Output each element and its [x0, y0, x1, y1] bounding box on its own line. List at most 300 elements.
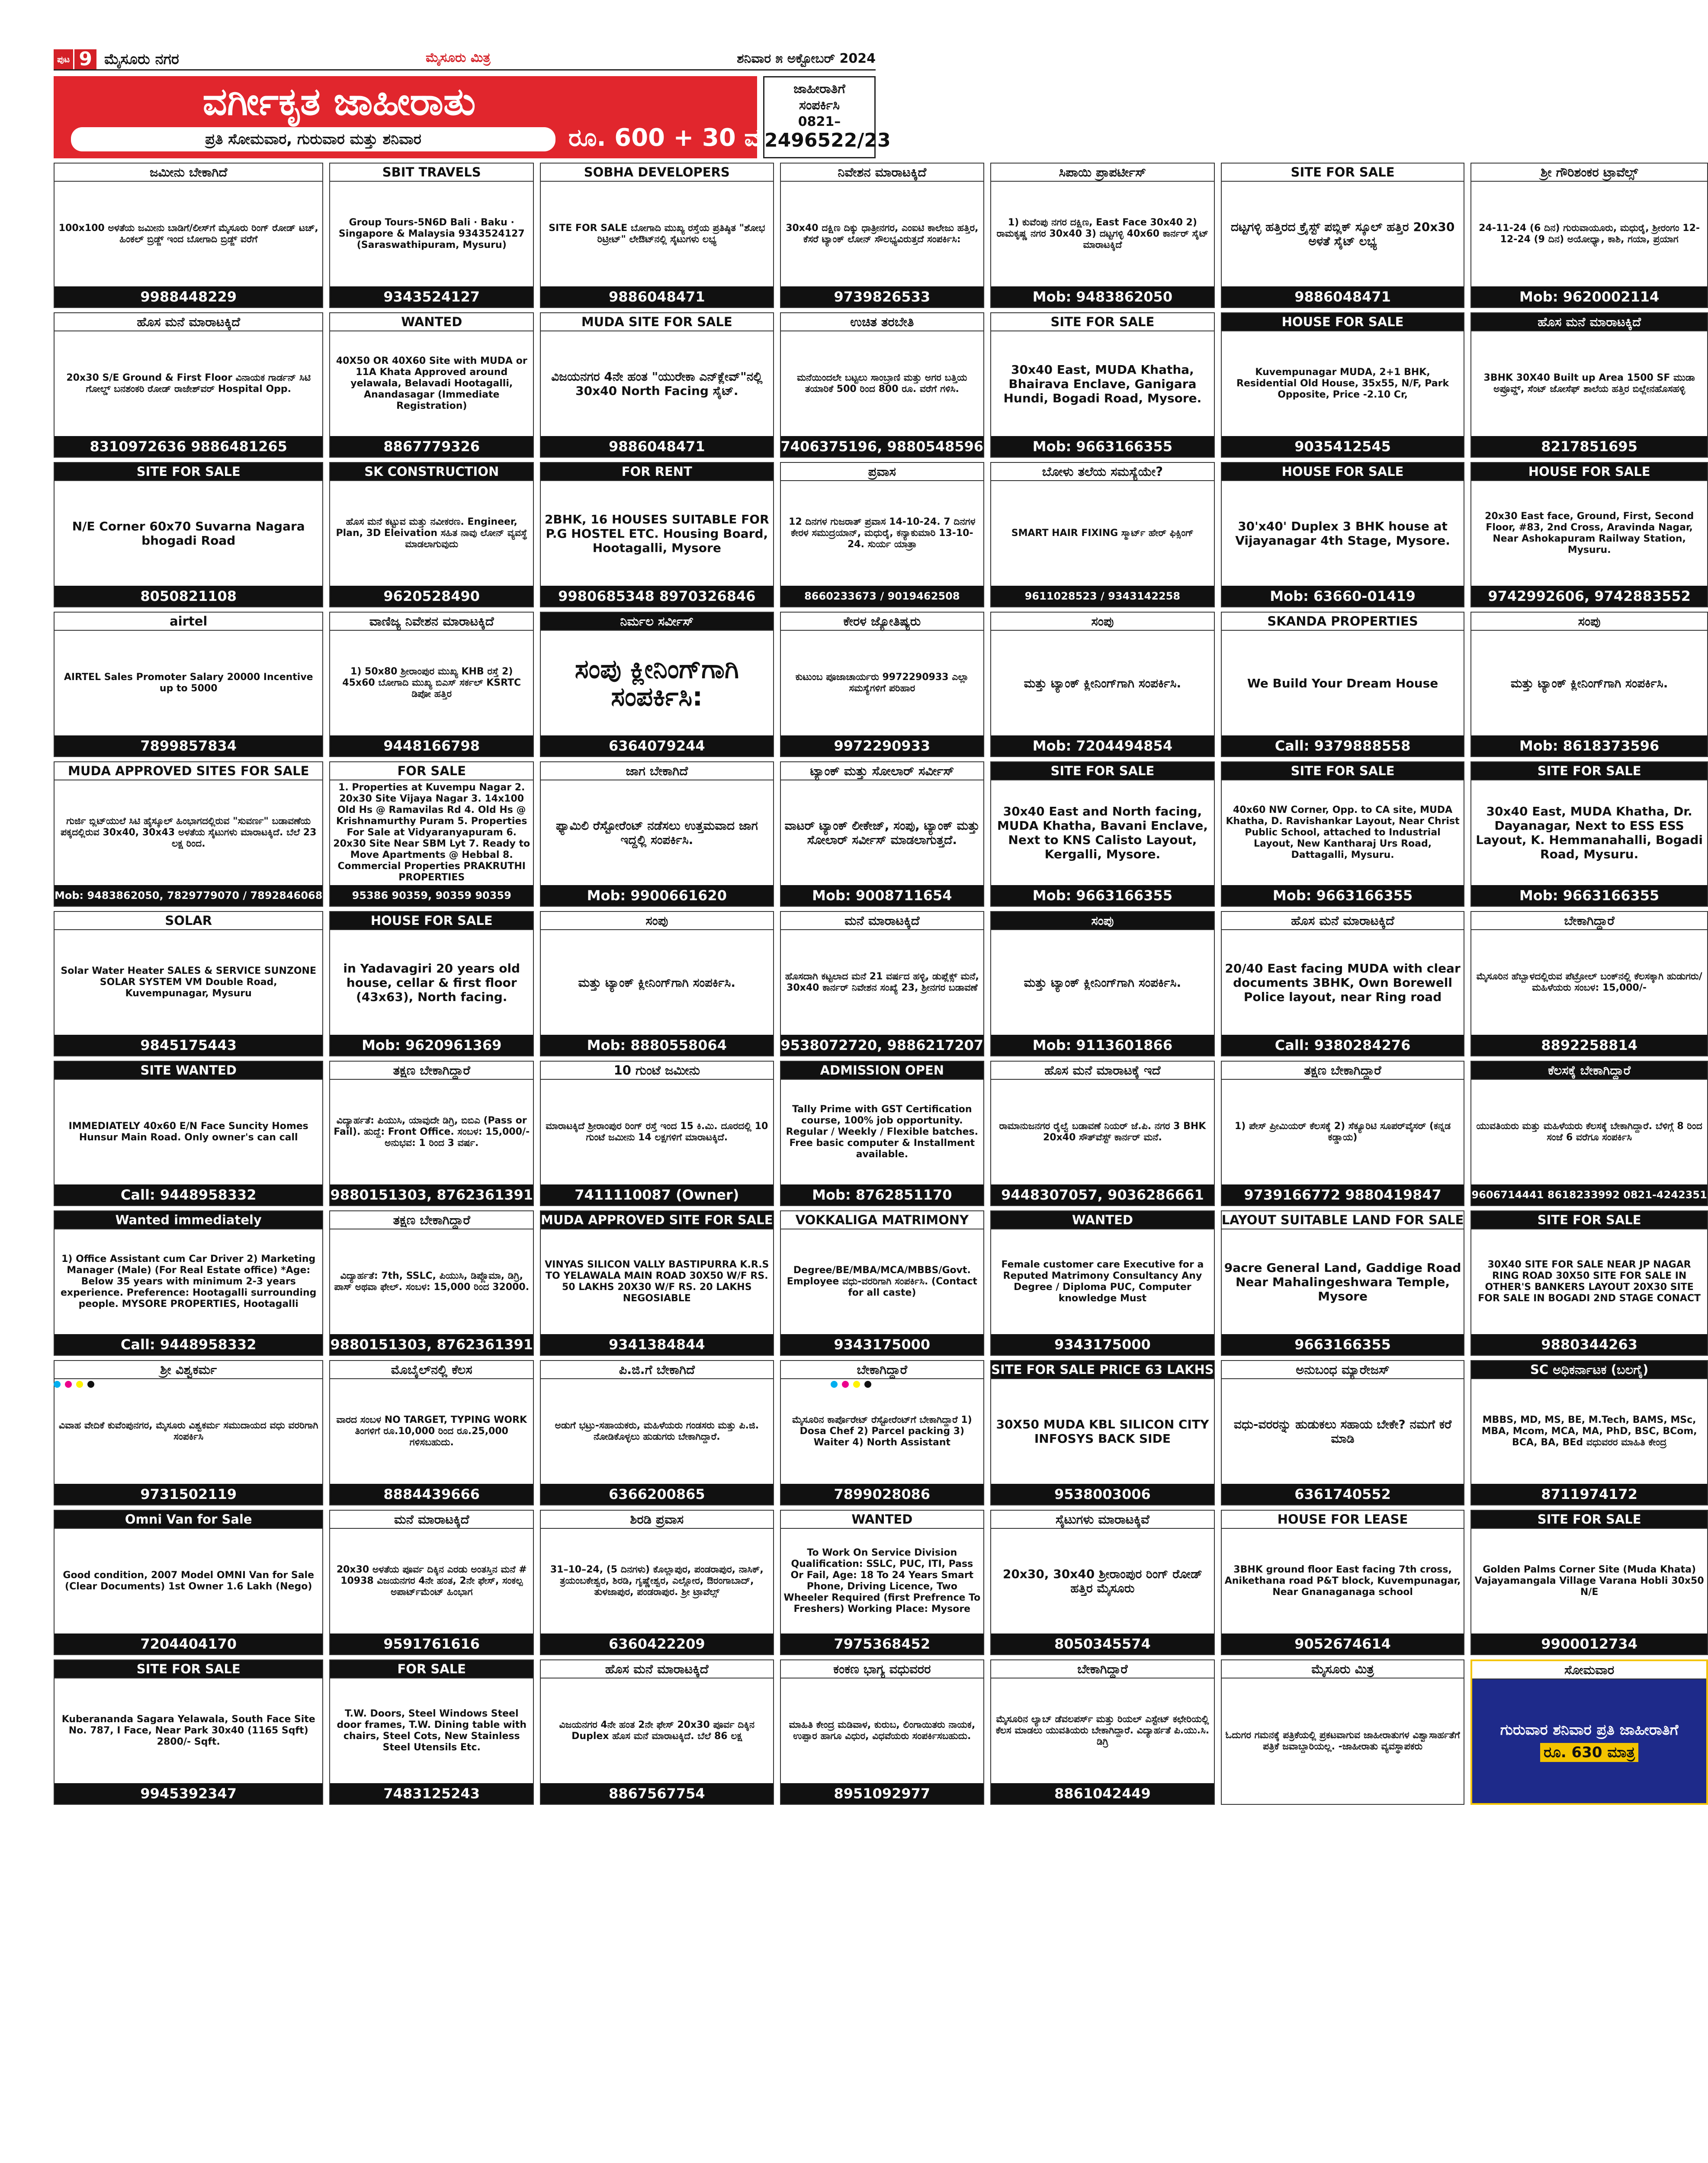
ad-phone: 8861042449: [991, 1783, 1214, 1804]
classified-ad: [1470, 1360, 1708, 1505]
ad-body: ಕುಟುಂಬ ಪೂಜಾಚಾರ್ಯರು 9972290933 ಎಲ್ಲಾ ಸಮಸ್ಯೆಗಳಿಗೆ ಪರಿಹಾರ: [795, 672, 969, 694]
classified-ad: [1221, 1510, 1465, 1655]
ad-phone: Mob: 9663166355: [1471, 885, 1707, 906]
ad-header: ಸಂಪು: [991, 912, 1214, 930]
ad-phone: 9343175000: [991, 1334, 1214, 1355]
ad-body: Golden Palms Corner Site (Muda Khata) Vajayamangala Village Varana Hobli 30x50 N/E: [1474, 1564, 1704, 1598]
ad-phone: 8711974172: [1471, 1484, 1707, 1505]
ad-header: SITE FOR SALE: [1222, 762, 1464, 780]
ad-phone: 9886048471: [541, 436, 773, 457]
classified-ad: [540, 163, 774, 308]
ad-header: HOUSE FOR SALE: [1471, 463, 1707, 481]
classified-ad: [1221, 163, 1465, 308]
ad-header: Omni Van for Sale: [55, 1511, 322, 1529]
ad-header: SOLAR: [55, 912, 322, 930]
page-number-block: [54, 49, 179, 69]
classified-ad: [540, 1360, 774, 1505]
ad-body: SITE FOR SALE ಬೋಗಾದಿ ಮುಖ್ಯ ರಸ್ತೆಯ ಪ್ರತಿಷ್ಠಿತ "ಶೋಭ ರಿಟ್ರೀಟ್" ಲೇಔಟ್‌ನಲ್ಲಿ ಸೈಟುಗಳು ಲಭ್ಯ: [549, 223, 765, 245]
classified-ad: [540, 761, 774, 907]
ad-header: ಹೊಸ ಮನೆ ಮಾರಾಟಕ್ಕಿದೆ: [541, 1660, 773, 1678]
ad-header: LAYOUT SUITABLE LAND FOR SALE: [1222, 1211, 1464, 1229]
ad-body: Solar Water Heater SALES & SERVICE SUNZONE SOLAR SYSTEM VM Double Road, Kuvempunagar, Mysuru: [61, 966, 317, 999]
ad-header: ಜಾಗ ಬೇಕಾಗಿದೆ: [541, 762, 773, 780]
ad-header: ನಿವೇಶನ ಮಾರಾಟಕ್ಕಿದೆ: [781, 164, 984, 182]
ad-header: MUDA APPROVED SITES FOR SALE: [55, 762, 322, 780]
ad-header: ಶಿರಡಿ ಪ್ರವಾಸ: [541, 1511, 773, 1529]
ad-body: 2BHK, 16 HOUSES SUITABLE FOR P.G HOSTEL ETC. Housing Board, Hootagalli, Mysore: [544, 512, 769, 555]
ad-phone: 8884439666: [330, 1484, 533, 1505]
ad-phone: 9620528490: [330, 586, 533, 607]
ad-body: 40X50 OR 40X60 Site with MUDA or 11A Khata Approved around yelawala, Belavadi Hootagalli, Anandasagar (Immediate Registration): [336, 356, 527, 411]
ad-phone: 8892258814: [1471, 1035, 1707, 1056]
ad-phone: Mob: 9620002114: [1471, 286, 1707, 307]
ad-header: ಸೋಮವಾರ: [1472, 1661, 1706, 1679]
ad-header: SITE FOR SALE: [991, 762, 1214, 780]
ad-header: ಬೇಕಾಗಿದ್ದಾರೆ: [781, 1361, 984, 1379]
classified-ad: [54, 1061, 323, 1206]
ad-header: SITE FOR SALE: [991, 313, 1214, 331]
ad-column: [990, 163, 1215, 1805]
ad-phone: Call: 9379888558: [1222, 735, 1464, 756]
ad-body: 31–10–24, (5 ದಿನಗಳು) ಕೊಲ್ಲಾಪುರ, ಪಂಡರಾಪುರ, ನಾಸಿಕ್, ತ್ರಯಂಬಕೇಶ್ವರ, ಶಿರಡಿ, ಗೃಷ್ಣೇಶ್ವರ, ಎಲ್ಲೋರ, ಔರಂಗಾಬಾದ್, ತುಳಜಾಪುರ, ಪಂಡರಾಪುರ. ಶ್ರೀ ಟ್ರಾವೆಲ್ಸ್: [550, 1564, 764, 1598]
ad-phone: Mob: 63660-01419: [1222, 586, 1464, 607]
ad-phone: 9663166355: [1222, 1334, 1464, 1355]
ad-price: ರೂ. 630 ಮಾತ್ರ: [1540, 1743, 1638, 1762]
classified-ad: [990, 612, 1215, 757]
ad-header: ಸಂಪು: [991, 613, 1214, 631]
classified-ad: [990, 1510, 1215, 1655]
ad-phone: Mob: 9008711654: [781, 885, 984, 906]
ad-body: Good condition, 2007 Model OMNI Van for Sale (Clear Documents) 1st Owner 1.6 Lakh (Nego): [63, 1570, 315, 1592]
ad-header: WANTED: [330, 313, 533, 331]
ad-phone: 9343175000: [781, 1334, 984, 1355]
ad-phone: 9880151303, 8762361391: [330, 1334, 533, 1355]
ad-body: 20/40 East facing MUDA with clear documents 3BHK, Own Borewell Police layout, near Ring road: [1225, 961, 1461, 1004]
banner-price: ರೂ. 600 + 30 ಮಾತ್ರ: [568, 124, 790, 152]
ad-phone: 9980685348 8970326846: [541, 586, 773, 607]
ad-phone: 9611028523 / 9343142258: [991, 586, 1214, 607]
ad-body: 1) Office Assistant cum Car Driver 2) Marketing Manager (Male) (For Real Estate office) *Age: Below 35 years with minimum 2-3 years experience. Preference: Hootagalli surrounding people. MYSORE PROPERTIES, Hootagalli: [60, 1254, 317, 1309]
ad-phone: 7406375196, 9880548596: [781, 436, 984, 457]
ad-phone: 9538072720, 9886217207: [781, 1035, 984, 1056]
ad-phone: Call: 9448958332: [55, 1334, 322, 1355]
classified-ad: [1470, 1510, 1708, 1655]
ad-header: SITE FOR SALE PRICE 63 LAKHS: [991, 1361, 1214, 1379]
ad-body: Tally Prime with GST Certification course, 100% job opportunity. Regular / Weekly / Flexible batches. Free basic computer & Installment available.: [786, 1104, 978, 1160]
ad-body: 20x30 S/E Ground & First Floor ವಿನಾಯಕ ಗಾರ್ಡನ್ ಸಿಟಿ ಗೋಲ್ಡ್ ಬನಶಂಕರಿ ರೋಡ್ ರಾಜೇಶ್‌ವರ್ Hospital Opp.: [66, 372, 311, 395]
contact-line2: ಸಂಪರ್ಕಿಸಿ: [799, 98, 840, 113]
ad-body: ಮಾಹಿತಿ ಕೇಂದ್ರ ಮಡಿವಾಳ, ಕುರುಬ, ಲಿಂಗಾಯಿತರು ನಾಯಕ, ಉಪ್ಪಾರ ಹಾಗೂ ವಿಧುರ, ವಿಧವೆಯರು ಸಂಪರ್ಕಿಸಬಹುದು.: [789, 1720, 976, 1742]
ad-phone: 9945392347: [55, 1783, 322, 1804]
ad-body: ವಿದ್ಯಾರ್ಹತೆ: 7th, SSLC, ಪಿಯುಸಿ, ಡಿಪ್ಲೊಮಾ, ಡಿಗ್ರಿ, ಪಾಸ್ ಅಥವಾ ಫೇಲ್. ಸಂಬಳ: 15,000 ರಿಂದ 32000.: [334, 1271, 530, 1293]
ad-header: ತಕ್ಷಣ ಬೇಕಾಗಿದ್ದಾರೆ: [330, 1062, 533, 1080]
ad-body: 30X40 SITE FOR SALE NEAR JP NAGAR RING ROAD 30X50 SITE FOR SALE IN OTHER'S BANKERS LAYOUT 20X30 SITE FOR SALE IN BOGADI 2ND STAGE CONACT: [1478, 1259, 1701, 1304]
classified-ad: [329, 911, 534, 1056]
classified-ad: [1470, 911, 1708, 1056]
ad-phone: 9343524127: [330, 286, 533, 307]
ad-body: ವಿಜಯನಗರ 4ನೇ ಹಂತ 2ನೇ ಫೇಸ್ 20x30 ಪೂರ್ವ ದಿಕ್ಕಿನ Duplex ಹೊಸ ಮನೆ ಮಾರಾಟಕ್ಕಿದೆ. ಬೆಲೆ 86 ಲಕ್ಷ: [559, 1720, 755, 1742]
classified-ad: [1221, 1659, 1465, 1805]
masthead-logo: ಮೈಸೂರು ಮಿತ್ರ: [426, 50, 491, 65]
ad-header: ಪ್ರವಾಸ: [781, 463, 984, 481]
ad-phone: 7204404170: [55, 1633, 322, 1654]
classified-ad: [329, 1061, 534, 1206]
ad-body: 30'x40' Duplex 3 BHK house at Vijayanagar 4th Stage, Mysore.: [1235, 519, 1450, 548]
ad-phone: 9538003006: [991, 1484, 1214, 1505]
ad-header: HOUSE FOR SALE: [330, 912, 533, 930]
ad-header: ತಕ್ಷಣ ಬೇಕಾಗಿದ್ದಾರೆ: [330, 1211, 533, 1229]
ad-body: ವಧು-ವರರನ್ನು ಹುಡುಕಲು ಸಹಾಯ ಬೇಕೇ? ನಮಗೆ ಕರೆ ಮಾಡಿ: [1233, 1417, 1452, 1446]
classified-ad: [1470, 163, 1708, 308]
ad-body: 30x40 East and North facing, MUDA Khatha, Bavani Enclave, Next to KNS Calisto Layout, Kergalli, Mysore.: [997, 804, 1208, 861]
ad-phone: 9739826533: [781, 286, 984, 307]
classifieds-grid: [54, 163, 1707, 1802]
ad-phone: Mob: 9483862050: [991, 286, 1214, 307]
classified-ad: [780, 1210, 985, 1356]
ad-header: Wanted immediately: [55, 1211, 322, 1229]
ad-phone: 7899028086: [781, 1484, 984, 1505]
contact-number: 2496522/23: [764, 129, 891, 151]
ad-header: ಹೊಸ ಮನೆ ಮಾರಾಟಕ್ಕಿದೆ: [1471, 313, 1707, 331]
ad-phone: 9742992606, 9742883552: [1471, 586, 1707, 607]
ad-header: SC ಅಧಿಕರ್ನಾಟಕ (ಬಲಗೈ): [1471, 1361, 1707, 1379]
classified-ad: [780, 911, 985, 1056]
classified-ad: [990, 761, 1215, 907]
classified-ad: [1470, 612, 1708, 757]
classified-ad: [1221, 1210, 1465, 1356]
ad-body: ಓದುಗರ ಗಮನಕ್ಕೆ ಪತ್ರಿಕೆಯಲ್ಲಿ ಪ್ರಕಟವಾಗುವ ಜಾಹೀರಾತುಗಳ ವಿಶ್ವಾಸಾರ್ಹತೆಗೆ ಪತ್ರಿಕೆ ಜವಾಬ್ದಾರಿಯಲ್ಲ. -ಜಾಹೀರಾತು ವ್ಯವಸ್ಥಾಪಕರು: [1225, 1730, 1460, 1752]
classified-ad: [540, 312, 774, 458]
classified-ad: [329, 1210, 534, 1356]
ad-column: [540, 163, 774, 1805]
ad-phone: 8660233673 / 9019462508: [781, 586, 984, 607]
ad-body: N/E Corner 60x70 Suvarna Nagara bhogadi Road: [72, 519, 305, 548]
classified-ad: [54, 1659, 323, 1805]
ad-header: SK CONSTRUCTION: [330, 463, 533, 481]
ad-header: ಸಂಪು: [541, 912, 773, 930]
ad-phone: 9035412545: [1222, 436, 1464, 457]
classified-ad: [1470, 1061, 1708, 1206]
classified-ad: [780, 1360, 985, 1505]
ad-phone: 8310972636 9886481265: [55, 436, 322, 457]
ad-phone: 8217851695: [1471, 436, 1707, 457]
ad-header: ನಿರ್ಮಲ ಸರ್ವೀಸ್: [541, 613, 773, 631]
ad-body: We Build Your Dream House: [1247, 676, 1438, 690]
classified-ad: [54, 312, 323, 458]
ad-header: ಬೇಕಾಗಿದ್ದಾರೆ: [991, 1660, 1214, 1678]
classified-ad: [540, 462, 774, 607]
ad-body: 12 ದಿನಗಳ ಗುಜರಾತ್ ಪ್ರವಾಸ 14-10-24. 7 ದಿನಗಳ ಕೇರಳ ಸಮುದ್ರಯಾನ್, ಮಧುರೈ, ಕನ್ಯಾಕುಮಾರಿ 13-10-24. ಸುರ್ಯ ಯಾತ್ರಾ: [789, 517, 976, 550]
classified-ad: [780, 163, 985, 308]
ad-phone: Call: 9448958332: [55, 1184, 322, 1205]
classified-ad: [54, 163, 323, 308]
classified-ad: [329, 761, 534, 907]
contact-box: [763, 76, 891, 158]
ad-phone: Mob: 9900661620: [541, 885, 773, 906]
ad-body: AIRTEL Sales Promoter Salary 20000 Incentive up to 5000: [64, 672, 313, 694]
ad-phone: 8050821108: [55, 586, 322, 607]
ad-body: 20x30 ಅಳತೆಯ ಪೂರ್ವ ದಿಕ್ಕಿನ ಎರಡು ಅಂತಸ್ತಿನ ಮನೆ # 10938 ವಿಜಯನಗರ 4ನೇ ಹಂತ, 2ನೇ ಫೇಸ್, ಸಂಕಲ್ಪ ಅಪಾರ್ಟ್‌ಮೆಂಟ್ ಹಿಂಭಾಗ: [336, 1564, 527, 1598]
classified-ad: [540, 1510, 774, 1655]
classified-ad: [329, 1510, 534, 1655]
ad-body: ಹೊಸ ಮನೆ ಕಟ್ಟುವ ಮತ್ತು ನವೀಕರಣ. Engineer, Plan, 3D Eleivation ಸಹಿತ ನಾವು ಲೋನ್ ವ್ಯವಸ್ಥೆ ಮಾಡಲಾಗುವುದು: [336, 517, 527, 550]
contact-code: 0821–: [798, 114, 841, 129]
classified-ad: [780, 1510, 985, 1655]
ad-header: MUDA APPROVED SITE FOR SALE: [541, 1211, 773, 1229]
ad-header: FOR RENT: [541, 463, 773, 481]
ad-body: 3BHK 30X40 Built up Area 1500 SF ಮುಡಾ ಅಪ್ರೂವ್ಡ್, ಸೆಂಟ್ ಜೋಸೆಫ್ ಶಾಲೆಯ ಹತ್ತಿರ ಬಿಲ್ಲೇನಹೊಸಹಳ್ಳಿ: [1483, 372, 1695, 395]
ad-header: HOUSE FOR SALE: [1222, 463, 1464, 481]
classified-ad: [990, 1210, 1215, 1356]
classified-ad: [990, 1659, 1215, 1805]
ad-header: ಮೈಸೂರು ಮಿತ್ರ: [1222, 1660, 1464, 1678]
ad-phone: 9448307057, 9036286661: [991, 1184, 1214, 1205]
ad-body: 40x60 NW Corner, Opp. to CA site, MUDA Khatha, D. Ravishankar Layout, Near Christ Public School, attached to Industrial Layout, New Kantharaj Urs Road, Dattagalli, Mysuru.: [1226, 805, 1460, 860]
classified-ad: [990, 1360, 1215, 1505]
classified-ad: [780, 312, 985, 458]
ad-header: SITE FOR SALE: [55, 463, 322, 481]
ad-header: ಬೋಳು ತಲೆಯ ಸಮಸ್ಯೆಯೇ?: [991, 463, 1214, 481]
ad-header: ಮೊಬೈಲ್‌ನಲ್ಲಿ ಕೆಲಸ: [330, 1361, 533, 1379]
registration-dots-left: [54, 1381, 94, 1390]
ad-header: MUDA SITE FOR SALE: [541, 313, 773, 331]
ad-header: ಬೇಕಾಗಿದ್ದಾರೆ: [1471, 912, 1707, 930]
classified-ad: [780, 761, 985, 907]
ad-body: 9acre General Land, Gaddige Road Near Mahalingeshwara Temple, Mysore: [1224, 1260, 1461, 1303]
ad-phone: 9845175443: [55, 1035, 322, 1056]
ad-body: ಹೊಸದಾಗಿ ಕಟ್ಟಲಾದ ಮನೆ 21 ವರ್ಷದ ಹಳ್ಳಿ, ಡುಪ್ಲೆಕ್ಸ್ ಮನೆ, 30x40 ಕಾರ್ನರ್ ನಿವೇಶನ ಸಂಖ್ಯೆ 23, ಶ್ರೀನಗರ ಬಡಾವಣೆ: [785, 971, 979, 993]
ad-header: ತಕ್ಷಣ ಬೇಕಾಗಿದ್ದಾರೆ: [1222, 1062, 1464, 1080]
ad-phone: Mob: 9483862050, 7829779070 / 7892846068: [55, 885, 322, 906]
classified-ad: [1221, 312, 1465, 458]
ad-body: IMMEDIATELY 40x60 E/N Face Suncity Homes Hunsur Main Road. Only owner's can call: [68, 1121, 308, 1143]
classified-ad: [1470, 462, 1708, 607]
ad-column: [780, 163, 985, 1805]
ad-phone: 9988448229: [55, 286, 322, 307]
classified-ad: [1470, 1210, 1708, 1356]
ad-body: ಮತ್ತು ಟ್ಯಾಂಕ್ ಕ್ಲೀನಿಂಗ್‌ಗಾಗಿ ಸಂಪರ್ಕಿಸಿ.: [1510, 676, 1668, 690]
ad-body: ಗುರ್ಜಿ ಬ್ಲಿಟ್‌ಯುಲೆ ಸಿಟಿ ಹೈಸ್ಕೂಲ್ ಹಿಂಭಾಗದಲ್ಲಿರುವ "ಸುವರ್ಣ" ಬಡಾವಣೆಯ ಪಕ್ಕದಲ್ಲಿರುವ 30x40, 30x43 ಅಳತೆಯ ಸೈಟುಗಳು ಮಾರಾಟಕ್ಕಿದೆ. ಬೆಲೆ 23 ಲಕ್ಷ ರಿಂದ.: [61, 816, 317, 849]
ad-phone: 6364079244: [541, 735, 773, 756]
ad-column: [1470, 163, 1708, 1805]
ad-phone: 7483125243: [330, 1783, 533, 1804]
ad-body: 20x30 East face, Ground, First, Second Floor, #83, 2nd Cross, Aravinda Nagar, Near Ashokapuram Railway Station, Mysuru.: [1485, 511, 1694, 555]
ad-column: [329, 163, 534, 1805]
classified-ad: [540, 612, 774, 757]
ad-body: ರಾಮಾನುಜನಗರ ರೈಲ್ವೆ ಬಡಾವಣೆ ನಿಯರ್ ಜೆ.ಪಿ. ನಗರ 3 BHK 20x40 ಸೌತ್‌ವೆಸ್ಟ್ ಕಾರ್ನರ್ ಮನೆ.: [999, 1121, 1206, 1143]
ad-phone: Mob: 9663166355: [991, 436, 1214, 457]
banner-subtitle: ಪ್ರತಿ ಸೋಮವಾರ, ಗುರುವಾರ ಮತ್ತು ಶನಿವಾರ: [71, 127, 555, 151]
classified-ad: [780, 462, 985, 607]
ad-header: ಶ್ರೀ ವಿಶ್ವಕರ್ಮ: [55, 1361, 322, 1379]
banner-title: ವರ್ಗೀಕೃತ ಜಾಹೀರಾತು: [202, 79, 476, 124]
classified-ad: [1470, 1659, 1708, 1805]
ad-header: ADMISSION OPEN: [781, 1062, 984, 1080]
ad-column: [1221, 163, 1465, 1805]
classified-ad: [54, 1210, 323, 1356]
ad-phone: Mob: 8762851170: [781, 1184, 984, 1205]
classified-ad: [990, 163, 1215, 308]
ad-header: SITE FOR SALE: [1222, 164, 1464, 182]
classified-ad: [1470, 761, 1708, 907]
ad-phone: 9606714441 8618233992 0821-4242351: [1471, 1184, 1707, 1205]
ad-body: ಫ್ಯಾಮಿಲಿ ರೆಸ್ಟೋರೆಂಟ್ ನಡೆಸಲು ಉತ್ತಮವಾದ ಜಾಗ ಇದ್ದಲ್ಲಿ ಸಂಪರ್ಕಿಸಿ.: [555, 818, 758, 847]
ad-body: ಮತ್ತು ಟ್ಯಾಂಕ್ ಕ್ಲೀನಿಂಗ್‌ಗಾಗಿ ಸಂಪರ್ಕಿಸಿ.: [1024, 676, 1181, 690]
ad-phone: 9448166798: [330, 735, 533, 756]
ad-phone: 6361740552: [1222, 1484, 1464, 1505]
ad-header: SOBHA DEVELOPERS: [541, 164, 773, 182]
ad-header: SBIT TRAVELS: [330, 164, 533, 182]
ad-phone: 7411110087 (Owner): [541, 1184, 773, 1205]
ad-phone: Mob: 8880558064: [541, 1035, 773, 1056]
ad-header: SITE FOR SALE: [55, 1660, 322, 1678]
ad-body: 1) ಪೇಸ್ ಪ್ರೀಮಿಯರ್ ಕೆಲಸಕ್ಕೆ 2) ಸೆಕ್ಯೂರಿಟಿ ಸೂಪರ್‌ವೈಸರ್ (ಕನ್ನಡ ಕಡ್ಡಾಯ): [1235, 1121, 1451, 1143]
ad-body: ವಿವಾಹ ವೇದಿಕೆ ಕುವೆಂಪುನಗರ, ಮೈಸೂರು ವಿಶ್ವಕರ್ಮ ಸಮುದಾಯದ ವಧು ವರರಿಗಾಗಿ ಸಂಪರ್ಕಿಸಿ: [58, 1420, 318, 1442]
ad-phone: 9886048471: [1222, 286, 1464, 307]
classified-ad: [1221, 462, 1465, 607]
classified-ad: [540, 1061, 774, 1206]
classified-ad: [54, 761, 323, 907]
ad-phone: Mob: 9663166355: [1222, 885, 1464, 906]
ad-body: ಮತ್ತು ಟ್ಯಾಂಕ್ ಕ್ಲೀನಿಂಗ್‌ಗಾಗಿ ಸಂಪರ್ಕಿಸಿ.: [1024, 975, 1181, 990]
classified-ad: [780, 1659, 985, 1805]
ad-phone: 8867567754: [541, 1783, 773, 1804]
classified-ad: [54, 462, 323, 607]
ad-header: SITE FOR SALE: [1471, 1511, 1707, 1529]
classified-ad: [1221, 612, 1465, 757]
ad-phone: Mob: 9620961369: [330, 1035, 533, 1056]
ad-header: WANTED: [991, 1211, 1214, 1229]
ad-header: ವಾಣಿಜ್ಯ ನಿವೇಶನ ಮಾರಾಟಕ್ಕಿದೆ: [330, 613, 533, 631]
contact-line1: ಜಾಹೀರಾತಿಗೆ: [793, 81, 845, 96]
classified-ad: [54, 1510, 323, 1655]
classified-ad: [329, 163, 534, 308]
ad-phone: 9972290933: [781, 735, 984, 756]
ad-column: [54, 163, 323, 1805]
ad-header: ಶ್ರೀ ಗೌರಿಶಂಕರ ಟ್ರಾವೆಲ್ಸ್: [1471, 164, 1707, 182]
ad-header: HOUSE FOR LEASE: [1222, 1511, 1464, 1529]
ad-phone: 7899857834: [55, 735, 322, 756]
ad-body: 1. Properties at Kuvempu Nagar 2. 20x30 Site Vijaya Nagar 3. 14x100 Old Hs @ Ramavilas Rd 4. Old Hs @ Krishnamurthy Puram 5. Properties For Sale at Vidyaranyapuram 6. 20x30 Site Near SBM Lyt 7. Ready to Move Apartments @ Hebbal 8. Commercial Properties PRAKRUTHI PROPERTIES: [333, 782, 530, 883]
classified-ad: [990, 312, 1215, 458]
ad-body: 1) ಕುವೆಂಪು ನಗರ ದಕ್ಷಿಣ, East Face 30x40 2) ರಾಮಕೃಷ್ಣ ನಗರ 30x40 3) ದಟ್ಟಗಳ್ಳಿ 40x60 ಕಾರ್ನರ್ ಸೈಟ್ ಮಾರಾಟಕ್ಕಿದೆ: [996, 217, 1209, 250]
ad-body: Kuvempunagar MUDA, 2+1 BHK, Residential Old House, 35x55, N/F, Park Opposite, Price -2.10 Cr,: [1236, 367, 1449, 400]
classified-ad: [329, 1360, 534, 1505]
classified-ad: [329, 462, 534, 607]
ad-body: 3BHK ground floor East facing 7th cross, Anikethana road P&T block, Kuvempunagar, Near Gnanaganaga school: [1224, 1564, 1461, 1598]
ad-phone: 8867779326: [330, 436, 533, 457]
ad-body: ವಾರದ ಸಂಬಳ NO TARGET, TYPING WORK ತಿಂಗಳಿಗೆ ರೂ.10,000 ರಿಂದ ರೂ.25,000 ಗಳಿಸಬಹುದು.: [336, 1415, 527, 1448]
ad-phone: Mob: 7204494854: [991, 735, 1214, 756]
ad-header: FOR SALE: [330, 1660, 533, 1678]
ad-body: ಸಂಪು ಕ್ಲೀನಿಂಗ್‌ಗಾಗಿ ಸಂಪರ್ಕಿಸಿ:: [575, 654, 739, 712]
ad-body: ವಿಜಯನಗರ 4ನೇ ಹಂತ "ಯುರೇಕಾ ಎನ್‌ಕ್ಲೇವ್"ನಲ್ಲಿ 30x40 North Facing ಸೈಟ್.: [551, 369, 763, 398]
classified-ad: [540, 1659, 774, 1805]
ad-body: Kuberananda Sagara Yelawala, South Face Site No. 787, I Face, Near Park 30x40 (1165 Sqft) 2800/- Sqft.: [61, 1714, 315, 1747]
classifieds-banner: [54, 76, 790, 158]
ad-header: WANTED: [781, 1511, 984, 1529]
ad-phone: Call: 9380284276: [1222, 1035, 1464, 1056]
classified-ad: [329, 1659, 534, 1805]
ad-phone: 9052674614: [1222, 1633, 1464, 1654]
ad-body: ಮನೆಯಿಂದಲೇ ಬಟ್ಟಲು ಸಾಂಬ್ರಾಣಿ ಮತ್ತು ಅಗರ ಬತ್ತಿಯ ತಯಾರಿಕೆ 500 ರಿಂದ 800 ರೂ. ವರೆಗೆ ಗಳಿಸಿ.: [797, 372, 967, 395]
classified-ad: [1470, 312, 1708, 458]
ad-body: VINYAS SILICON VALLY BASTIPURRA K.R.S TO YELAWALA MAIN ROAD 30X50 W/F RS. 50 LAKHS 20X30 W/F RS. 20 LAKHS NEGOSIABLE: [545, 1259, 769, 1304]
classified-ad: [990, 911, 1215, 1056]
page-label: ಪುಟ: [54, 49, 73, 69]
ad-body: SMART HAIR FIXING ಸ್ಮಾರ್ಟ್ ಹೇರ್ ಫಿಕ್ಸಿಂಗ್: [1011, 528, 1194, 539]
registration-dots-right: [831, 1381, 871, 1390]
ad-body: 30X50 MUDA KBL SILICON CITY INFOSYS BACK SIDE: [996, 1417, 1209, 1446]
ad-header: SITE FOR SALE: [1471, 1211, 1707, 1229]
classified-ad: [54, 612, 323, 757]
ad-body: Group Tours-5N6D Bali · Baku · Singapore & Malaysia 9343524127 (Saraswathipuram, Mysuru): [338, 217, 525, 250]
ad-header: airtel: [55, 613, 322, 631]
classified-ad: [1221, 761, 1465, 907]
ad-header: HOUSE FOR SALE: [1222, 313, 1464, 331]
ad-phone: 9880151303, 8762361391: [330, 1184, 533, 1205]
ad-body: ಯುವತಿಯರು ಮತ್ತು ಮಹಿಳೆಯರು ಕೆಲಸಕ್ಕೆ ಬೇಕಾಗಿದ್ದಾರೆ. ಬೆಳಿಗ್ಗೆ 8 ರಿಂದ ಸಂಜೆ 6 ವರೆಗೂ ಸಂಪರ್ಕಿಸಿ: [1476, 1121, 1702, 1143]
ad-header: ಕಂಕಣ ಭಾಗ್ಯ ವಧುವರರ: [781, 1660, 984, 1678]
ad-header: ಕೆಲಸಕ್ಕೆ ಬೇಕಾಗಿದ್ದಾರೆ: [1471, 1062, 1707, 1080]
ad-header: ಪಿ.ಜಿ.ಗೆ ಬೇಕಾಗಿದೆ: [541, 1361, 773, 1379]
ad-body: ಅಡುಗೆ ಭಟ್ರು-ಸಹಾಯಕರು, ಮಹಿಳೆಯರು ಗಂಡಸರು ಮತ್ತು ಪಿ.ಜಿ. ನೋಡಿಕೊಳ್ಳಲು ಹುಡುಗರು ಬೇಕಾಗಿದ್ದಾರೆ.: [555, 1420, 759, 1442]
classified-ad: [1221, 911, 1465, 1056]
ad-body: ಮತ್ತು ಟ್ಯಾಂಕ್ ಕ್ಲೀನಿಂಗ್‌ಗಾಗಿ ಸಂಪರ್ಕಿಸಿ.: [578, 975, 736, 990]
ad-body: ವಾಟರ್ ಟ್ಯಾಂಕ್ ಲೀಕೇಜ್, ಸಂಪು, ಟ್ಯಾಂಕ್ ಮತ್ತು ಸೋಲಾರ್ ಸರ್ವೀಸ್ ಮಾಡಲಾಗುತ್ತದೆ.: [784, 818, 980, 847]
ad-header: VOKKALIGA MATRIMONY: [781, 1211, 984, 1229]
ad-header: ಜಮೀನು ಬೇಕಾಗಿದೆ: [55, 164, 322, 182]
classified-ad: [780, 1061, 985, 1206]
ad-header: ಸೈಟುಗಳು ಮಾರಾಟಕ್ಕಿವೆ: [991, 1511, 1214, 1529]
classified-ad: [1221, 1061, 1465, 1206]
ad-body: 24-11-24 (6 ದಿನ) ಗುರುವಾಯೂರು, ಮಧುರೈ, ಶ್ರೀರಂಗಂ 12-12-24 (9 ದಿನ) ಅಯೋಧ್ಯಾ, ಕಾಶಿ, ಗಯಾ, ಪ್ರಯಾಗ: [1479, 223, 1700, 245]
classified-ad: [780, 612, 985, 757]
ad-phone: 9591761616: [330, 1633, 533, 1654]
ad-body: ಮೈಸೂರಿನ ಕಾರ್ಪೊರೇಟ್ ರೆಸ್ಟೋರೆಂಟ್‌ಗೆ ಬೇಕಾಗಿದ್ದಾರೆ 1) Dosa Chef 2) Parcel packing 3) Waiter 4) North Assistant: [792, 1415, 972, 1448]
ad-phone: 95386 90359, 90359 90359: [330, 885, 533, 906]
ad-header: ಹೊಸ ಮನೆ ಮಾರಾಟಕ್ಕಿದೆ: [1222, 912, 1464, 930]
top-bar: [54, 49, 876, 71]
ad-phone: 9731502119: [55, 1484, 322, 1505]
ad-body: MBBS, MD, MS, BE, M.Tech, BAMS, MSc, MBA, Mcom, MCA, MA, PhD, BSC, BCom, BCA, BA, BEd ವಧುವರರ ಮಾಹಿತಿ ಕೇಂದ್ರ: [1481, 1415, 1697, 1448]
ad-header: SITE FOR SALE: [1471, 762, 1707, 780]
ad-phone: 8951092977: [781, 1783, 984, 1804]
ad-body: in Yadavagiri 20 years old house, cellar & first floor (43x63), North facing.: [343, 961, 520, 1004]
publication-date: ಶನಿವಾರ ೫ ಅಕ್ಟೋಬರ್ 2024: [737, 51, 876, 66]
classified-ad: [329, 612, 534, 757]
ad-header: ಕೇರಳ ಜ್ಯೋತಿಷ್ಯರು: [781, 613, 984, 631]
ad-phone: 6366200865: [541, 1484, 773, 1505]
ad-phone: 9880344263: [1471, 1334, 1707, 1355]
ad-header: 10 ಗುಂಟೆ ಜಮೀನು: [541, 1062, 773, 1080]
ad-body: 20x30, 30x40 ಶ್ರೀರಾಂಪುರ ರಿಂಗ್ ರೋಡ್ ಹತ್ತಿರ ಮೈಸೂರು: [1002, 1567, 1202, 1595]
ad-body: ಮೈಸೂರಿನ ಲ್ಯಾಬ್ ಡೆವಲಪರ್ಸ್ ಮತ್ತು ರಿಯಲ್ ಎಸ್ಟೇಟ್ ಕಛೇರಿಯಲ್ಲಿ ಕೆಲಸ ಮಾಡಲು ಯುವತಿಯರು ಬೇಕಾಗಿದ್ದಾರೆ. ವಿದ್ಯಾರ್ಹತೆ ಪಿ.ಯು.ಸಿ. ಡಿಗ್ರಿ: [995, 1714, 1210, 1747]
ad-body: 30x40 East, MUDA Khatha, Dr. Dayanagar, Next to ESS ESS Layout, K. Hemmanahalli, Bogadi Road, Mysuru.: [1476, 804, 1703, 861]
ad-header: ಹೊಸ ಮನೆ ಮಾರಾಟಕ್ಕೆ ಇದೆ: [991, 1062, 1214, 1080]
ad-body: ಮೈಸೂರಿನ ಹೆಬ್ಬಾಳದಲ್ಲಿರುವ ಪೆಟ್ರೋಲ್ ಬಂಕ್‌ನಲ್ಲಿ ಕೆಲಸಕ್ಕಾಗಿ ಹುಡುಗರು/ಮಹಿಳೆಯರು ಸಂಬಳ: 15,000/-: [1476, 971, 1702, 993]
ad-body: ಮಾರಾಟಕ್ಕಿದೆ ಶ್ರೀರಾಂಪುರ ರಿಂಗ್ ರಸ್ತೆ ಇಂದ 15 ಕಿ.ಮಿ. ದೂರದಲ್ಲಿ 10 ಗುಂಟೆ ಜಮೀನು 14 ಲಕ್ಷಗಳಿಗೆ ಮಾರಾಟಕ್ಕಿದೆ.: [546, 1121, 768, 1143]
classified-ad: [54, 911, 323, 1056]
ad-body: ವಿದ್ಯಾರ್ಹತೆ: ಪಿಯುಸಿ, ಯಾವುದೇ ಡಿಗ್ರಿ, ಬಿಬಿಎ (Pass or Fail). ಹುದ್ದೆ: Front Office. ಸಂಬಳ: 15,000/- ಅನುಭವ: 1 ರಿಂದ 3 ವರ್ಷ.: [334, 1115, 530, 1149]
ad-phone: 9900012734: [1471, 1633, 1707, 1654]
ad-body: Degree/BE/MBA/MCA/MBBS/Govt. Employee ವಧು-ವರರಿಗಾಗಿ ಸಂಪರ್ಕಿಸಿ. (Contact for all caste): [787, 1265, 977, 1298]
ad-header: ಸಿಪಾಯಿ ಪ್ರಾಪರ್ಟೀಸ್: [991, 164, 1214, 182]
ad-body: 1) 50x80 ಶ್ರೀರಾಂಪುರ ಮುಖ್ಯ KHB ರಸ್ತೆ 2) 45x60 ಬೋಗಾದಿ ಮುಖ್ಯ ಬಿಎಸ್ ಸರ್ಕಲ್ KSRTC ಡಿಪೋ ಹತ್ತಿರ: [342, 666, 521, 700]
ad-header: ಹೊಸ ಮನೆ ಮಾರಾಟಕ್ಕಿದೆ: [55, 313, 322, 331]
ad-header: SKANDA PROPERTIES: [1222, 613, 1464, 631]
ad-phone: 9886048471: [541, 286, 773, 307]
